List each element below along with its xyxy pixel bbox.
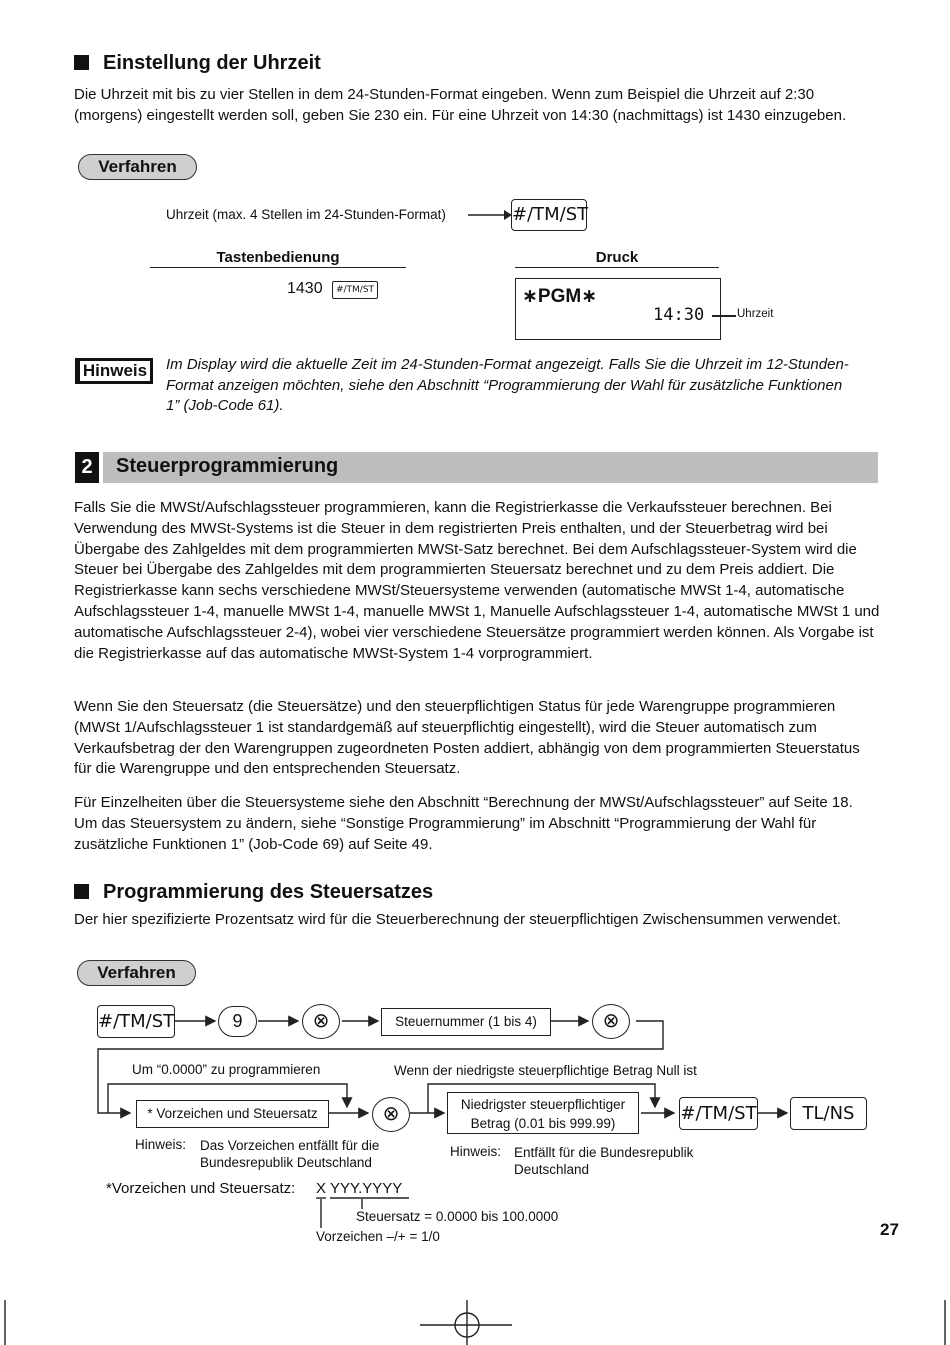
multiply-key-icon-2: ⊗ [592, 1004, 630, 1039]
hint1-text: Das Vorzeichen entfällt für die Bundesrepublik Deutschland [200, 1138, 380, 1170]
sign-values: Vorzeichen –/+ = 1/0 [316, 1229, 440, 1244]
receipt-pgm: ∗PGM∗ [522, 286, 598, 307]
zero-label: Um “0.0000” zu programmieren [132, 1062, 321, 1077]
receipt-callout: Uhrzeit [737, 308, 774, 320]
hint2-text: Entfällt für die Bundesrepublik Deutschland [514, 1145, 694, 1177]
rate-heading: Programmierung des Steuersatzes [74, 881, 433, 904]
section-number: 2 [75, 452, 99, 483]
tax-para-2: Wenn Sie den Steuersatz (die Steuersätze) und den steuerpflichtigen Status für jede Warengruppe programmieren (MWSt 1/Aufschlagssteuer 1 ist standardgemäß auf steuerpflichtig eingestellt), wird die Steuer automatisch zum Verkaufsbetrag der den Warengruppen zugeordneten Posten addiert, abhängig von dem programmierten Steuerstatus für die Warengruppe und den entsprechenden Steuersatz. [74, 698, 860, 778]
format-label: *Vorzeichen und Steuersatz: [106, 1180, 296, 1197]
min-amount-box: Niedrigster steuerpflichtiger Betrag (0.01 bis 999.99) [447, 1092, 639, 1134]
tax-para-1: Falls Sie die MWSt/Aufschlagssteuer programmieren, kann die Registrierkasse die Verkaufssteuer berechnen. Bei Verwendung des MWSt-Systems ist die Steuer in dem registrierten Preis enthalten, und der Steuerbetrag wird bei Übergabe des Zahlgeldes mit dem programmierten MWSt-Satz berechnet. Bei dem Aufschlagssteuer-System wird die Steuer bei Übergabe des Zahlgeldes mit dem programmierten Steuersatz berechnet und zu dem Preis addiert. Die Registrierkasse kann sechs verschiedene MWSt/Steuersysteme verwenden (automatische MWSt 1-4, automatische Aufschlagssteuer 1-4, manuelle MWSt 1-4, manuelle MWSt 1, Manuelle Aufschlagssteuer 1-4, automatische MWSt 1 und automatische Aufschlagssteuer 2-4), wobei vier verschiedene Steuersätze programmiert werden können. Als Vorgabe ist die Registrierkasse auf das automatische MWSt-System 1-4 vorprogrammiert. [74, 499, 880, 662]
tax-para-3: Für Einzelheiten über die Steuersysteme siehe den Abschnitt “Berechnung der MWSt/Aufschlagssteuer” auf Seite 18. Um das Steuersystem zu ändern, siehe “Sonstige Programmierung” im Abschnitt “Programmierung der Wahl für zusätzliche Funktionen 1” (Job-Code 69) auf Seite 49. [74, 794, 853, 853]
sign-rate-box: * Vorzeichen und Steuersatz [136, 1100, 329, 1128]
procedure-pill-2: Verfahren [77, 960, 196, 986]
section-title: Steuerprogrammierung [116, 455, 339, 477]
flow-label: Uhrzeit (max. 4 Stellen im 24-Stunden-Format) [166, 207, 446, 222]
page-number: 27 [880, 1220, 899, 1239]
zero-min-label: Wenn der niedrigste steuerpflichtige Betrag Null ist [394, 1063, 697, 1078]
format-y: YYY.YYYY [330, 1180, 403, 1197]
key-tmst-flow: #/TM/ST [97, 1005, 175, 1038]
receipt-time: 14:30 [653, 305, 705, 325]
multiply-key-icon: ⊗ [302, 1004, 340, 1039]
key-tlns: TL/NS [790, 1097, 867, 1130]
procedure-pill: Verfahren [78, 154, 197, 180]
note-badge: Hinweis [75, 358, 153, 384]
key-tmst-final: #/TM/ST [679, 1097, 758, 1130]
multiply-key-icon-3: ⊗ [372, 1097, 410, 1132]
rate-intro: Der hier spezifizierte Prozentsatz wird für die Steuerberechnung der steuerpflichtigen Zwischensummen verwendet. [74, 911, 842, 928]
hint1-label: Hinweis: [135, 1137, 187, 1152]
hint2-label: Hinweis: [450, 1144, 502, 1159]
tax-number-box: Steuernummer (1 bis 4) [381, 1008, 551, 1036]
clock-intro: Die Uhrzeit mit bis zu vier Stellen in dem 24-Stunden-Format eingeben. Wenn zum Beispiel die Uhrzeit auf 2:30 (morgens) eingestellt werden soll, geben Sie 230 ein. Für eine Uhrzeit von 14:30 (nachmittags) ist 1430 einzugeben. [74, 86, 847, 124]
column-key-operation: Tastenbedienung [150, 249, 406, 268]
key-tmst: #/TM/ST [511, 199, 587, 231]
key-tmst-small: #/TM/ST [332, 281, 378, 299]
column-print: Druck [515, 249, 719, 268]
rate-range: Steuersatz = 0.0000 bis 100.0000 [356, 1209, 559, 1224]
key-nine: 9 [218, 1006, 257, 1037]
format-x: X [316, 1180, 327, 1197]
note-text: Im Display wird die aktuelle Zeit im 24-Stunden-Format angezeigt. Falls Sie die Uhrzeit im 12-Stunden-Format anzeigen möchten, siehe den Abschnitt “Programmierung der Wahl für zusätzliche Funktionen 1” (Job-Code 61). [166, 356, 849, 414]
key-entry: 1430 [287, 280, 323, 297]
clock-heading: Einstellung der Uhrzeit [74, 52, 321, 75]
